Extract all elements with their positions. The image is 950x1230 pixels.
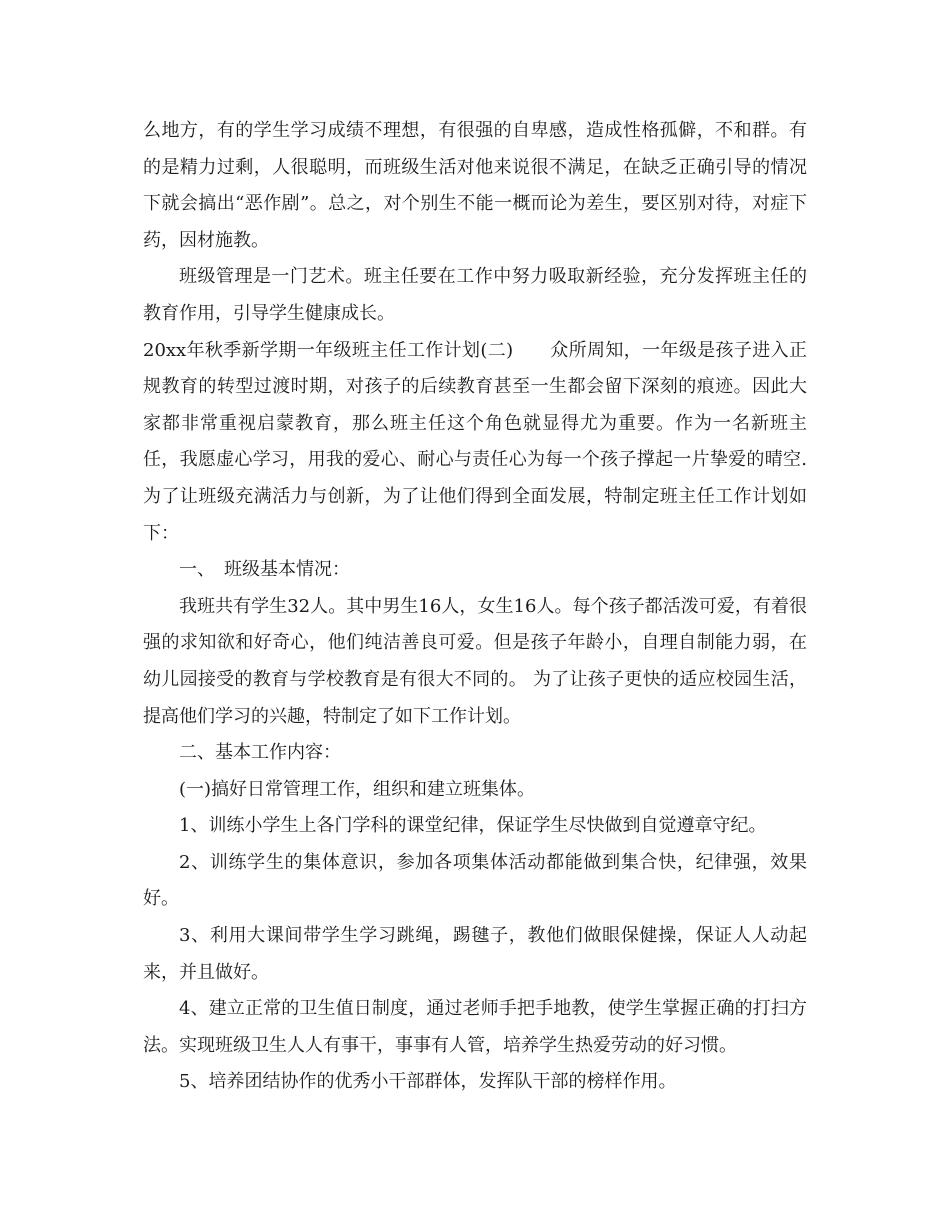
paragraph-4: 我班共有学生32人。其中男生16人，女生16人。每个孩子都活泼可爱，有着很强的求知欲和好奇心，他们纯洁善良可爱。但是孩子年龄小，自理自制能力弱，在幼儿园接受的教育与学校教育是有很大不同的。 为了让孩子更快的适应校园生活，提高他们学习的兴趣，特制定了如下工作计划。 xyxy=(143,595,807,727)
list-item-2: 2、训练学生的集体意识，参加各项集体活动都能做到集合快，纪律强，效果好。 xyxy=(143,851,807,910)
document-body xyxy=(143,113,807,1101)
section-heading-2: 二、基本工作内容： xyxy=(179,742,341,764)
paragraph-2: 班级管理是一门艺术。班主任要在工作中努力吸取新经验，充分发挥班主任的教育作用，引导学生健康成长。 xyxy=(143,266,807,324)
list-item-3: 3、利用大课间带学生学习跳绳，踢毽子，教他们做眼保健操，保证人人动起来，并且做好。 xyxy=(143,925,807,983)
paragraph-3: 20xx年秋季新学期一年级班主任工作计划(二) 众所周知，一年级是孩子进入正规教育的转型过渡时期，对孩子的后续教育甚至一生都会留下深刻的痕迹。因此大家都非常重视启蒙教育，那么班主任这个角色就显得尤为重要。作为一名新班主任，我愿虚心学习，用我的爱心、耐心与责任心为每一个孩子撑起一片挚爱的晴空.为了让班级充满活力与创新，为了让他们得到全面发展，特制定班主任工作计划如下： xyxy=(143,339,807,544)
list-item-5: 5、培养团结协作的优秀小干部群体，发挥队干部的榜样作用。 xyxy=(179,1071,677,1093)
list-item-4: 4、建立正常的卫生值日制度，通过老师手把手地教，使学生掌握正确的打扫方法。实现班级卫生人人有事干，事事有人管，培养学生热爱劳动的好习惯。 xyxy=(143,998,807,1056)
section-heading-1: 一、 班级基本情况： xyxy=(179,559,350,581)
paragraph-1: 么地方，有的学生学习成绩不理想，有很强的自卑感，造成性格孤僻，不和群。有的是精力过剩，人很聪明，而班级生活对他来说很不满足，在缺乏正确引导的情况下就会搞出“恶作剧”。总之，对个别生不能一概而论为差生，要区别对待，对症下药，因材施教。 xyxy=(143,120,807,251)
subsection-heading-1: (一)搞好日常管理工作，组织和建立班集体。 xyxy=(179,778,536,800)
list-item-1: 1、训练小学生上各门学科的课堂纪律，保证学生尽快做到自觉遵章守纪。 xyxy=(179,815,767,837)
